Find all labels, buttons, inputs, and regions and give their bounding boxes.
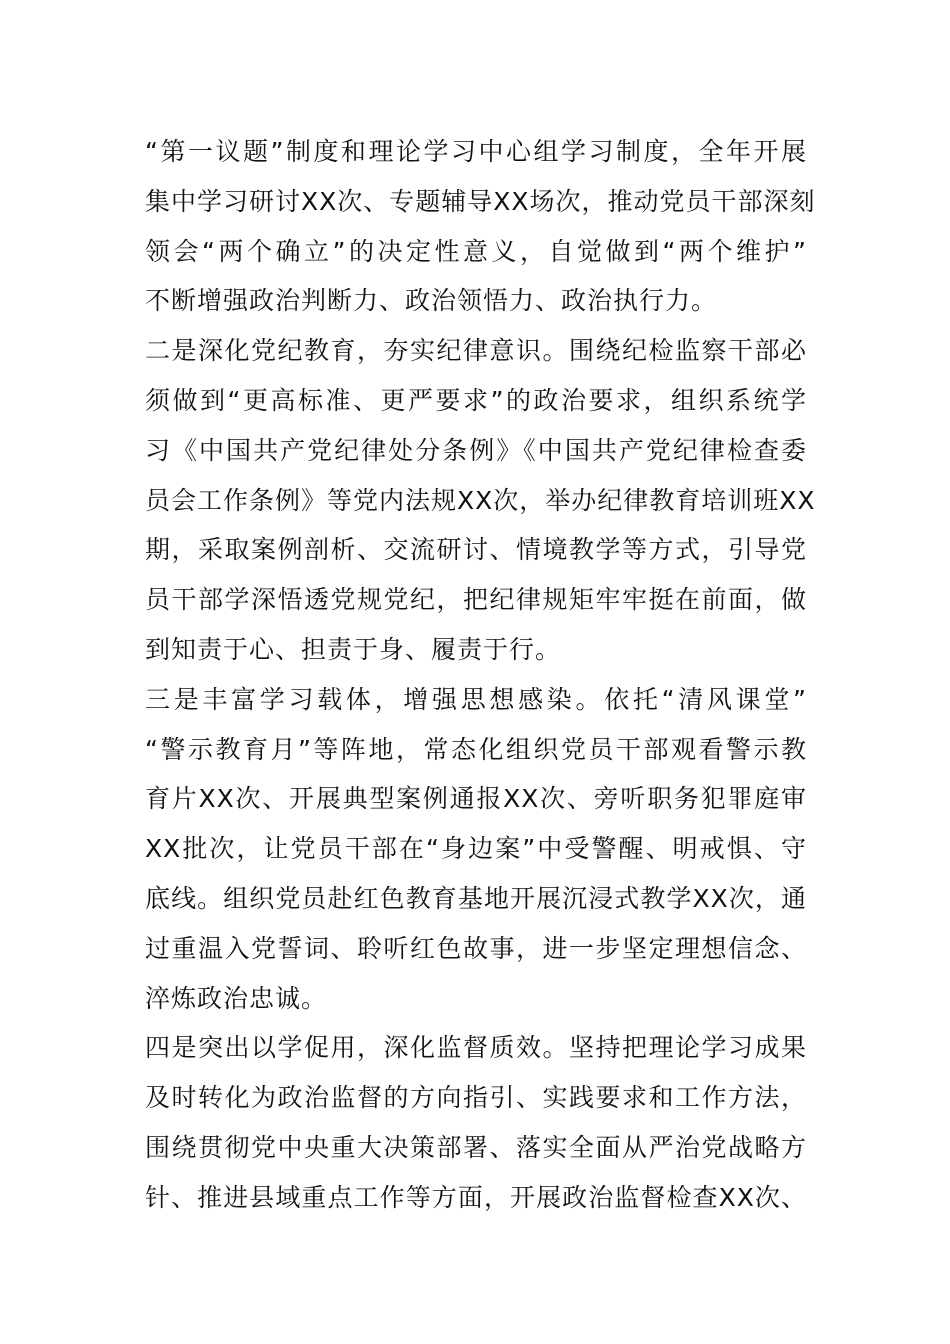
text-line: 淬炼政治忠诚。 [145,983,328,1013]
text-line: 及时转化为政治监督的方向指引、实践要求和工作方法， [145,1083,807,1113]
text-line: “第一议题”制度和理论学习中心组学习制度，全年开展 [145,137,807,166]
text-line: 四是突出以学促用，深化监督质效。坚持把理论学习成果 [145,1033,807,1063]
paragraph-3 [145,675,807,1024]
text-line: 员会工作条例》等党内法规XX次，举办纪律教育培训班XX [145,485,816,515]
text-line: 集中学习研讨XX次、专题辅导XX场次，推动党员干部深刻 [145,186,816,216]
text-line: 针、推进县域重点工作等方面，开展政治监督检查XX次、 [145,1182,807,1212]
paragraph-2 [145,326,816,675]
text-line: 二是深化党纪教育，夯实纪律意识。围绕纪检监察干部必 [145,336,807,366]
paragraph-1 [145,127,816,326]
text-line: XX批次，让党员干部在“身边案”中受警醒、明戒惧、守 [145,834,807,864]
text-line: 到知责于心、担责于身、履责于行。 [145,634,562,664]
text-line: 底线。组织党员赴红色教育基地开展沉浸式教学XX次，通 [145,883,807,913]
text-line: 育片XX次、开展典型案例通报XX次、旁听职务犯罪庭审 [145,784,807,814]
text-line: 三是丰富学习载体，增强思想感染。依托“清风课堂” [145,684,807,714]
text-line: 不断增强政治判断力、政治领悟力、政治执行力。 [145,286,718,316]
text-line: 习《中国共产党纪律处分条例》《中国共产党纪律检查委 [145,435,807,465]
text-line: 过重温入党誓词、聆听红色故事，进一步坚定理想信念、 [145,933,807,963]
document-page [145,127,816,1223]
text-line: “警示教育月”等阵地，常态化组织党员干部观看警示教 [145,734,807,764]
text-line: 围绕贯彻党中央重大决策部署、落实全面从严治党战略方 [145,1132,807,1162]
text-line: 期，采取案例剖析、交流研讨、情境教学等方式，引导党 [145,535,807,565]
text-line: 员干部学深悟透党规党纪，把纪律规矩牢牢挺在前面，做 [145,585,807,615]
paragraph-4 [145,1023,807,1222]
text-line: 须做到“更高标准、更严要求”的政治要求，组织系统学 [145,385,807,415]
text-line: 领会“两个确立”的决定性意义，自觉做到“两个维护” [145,236,807,266]
